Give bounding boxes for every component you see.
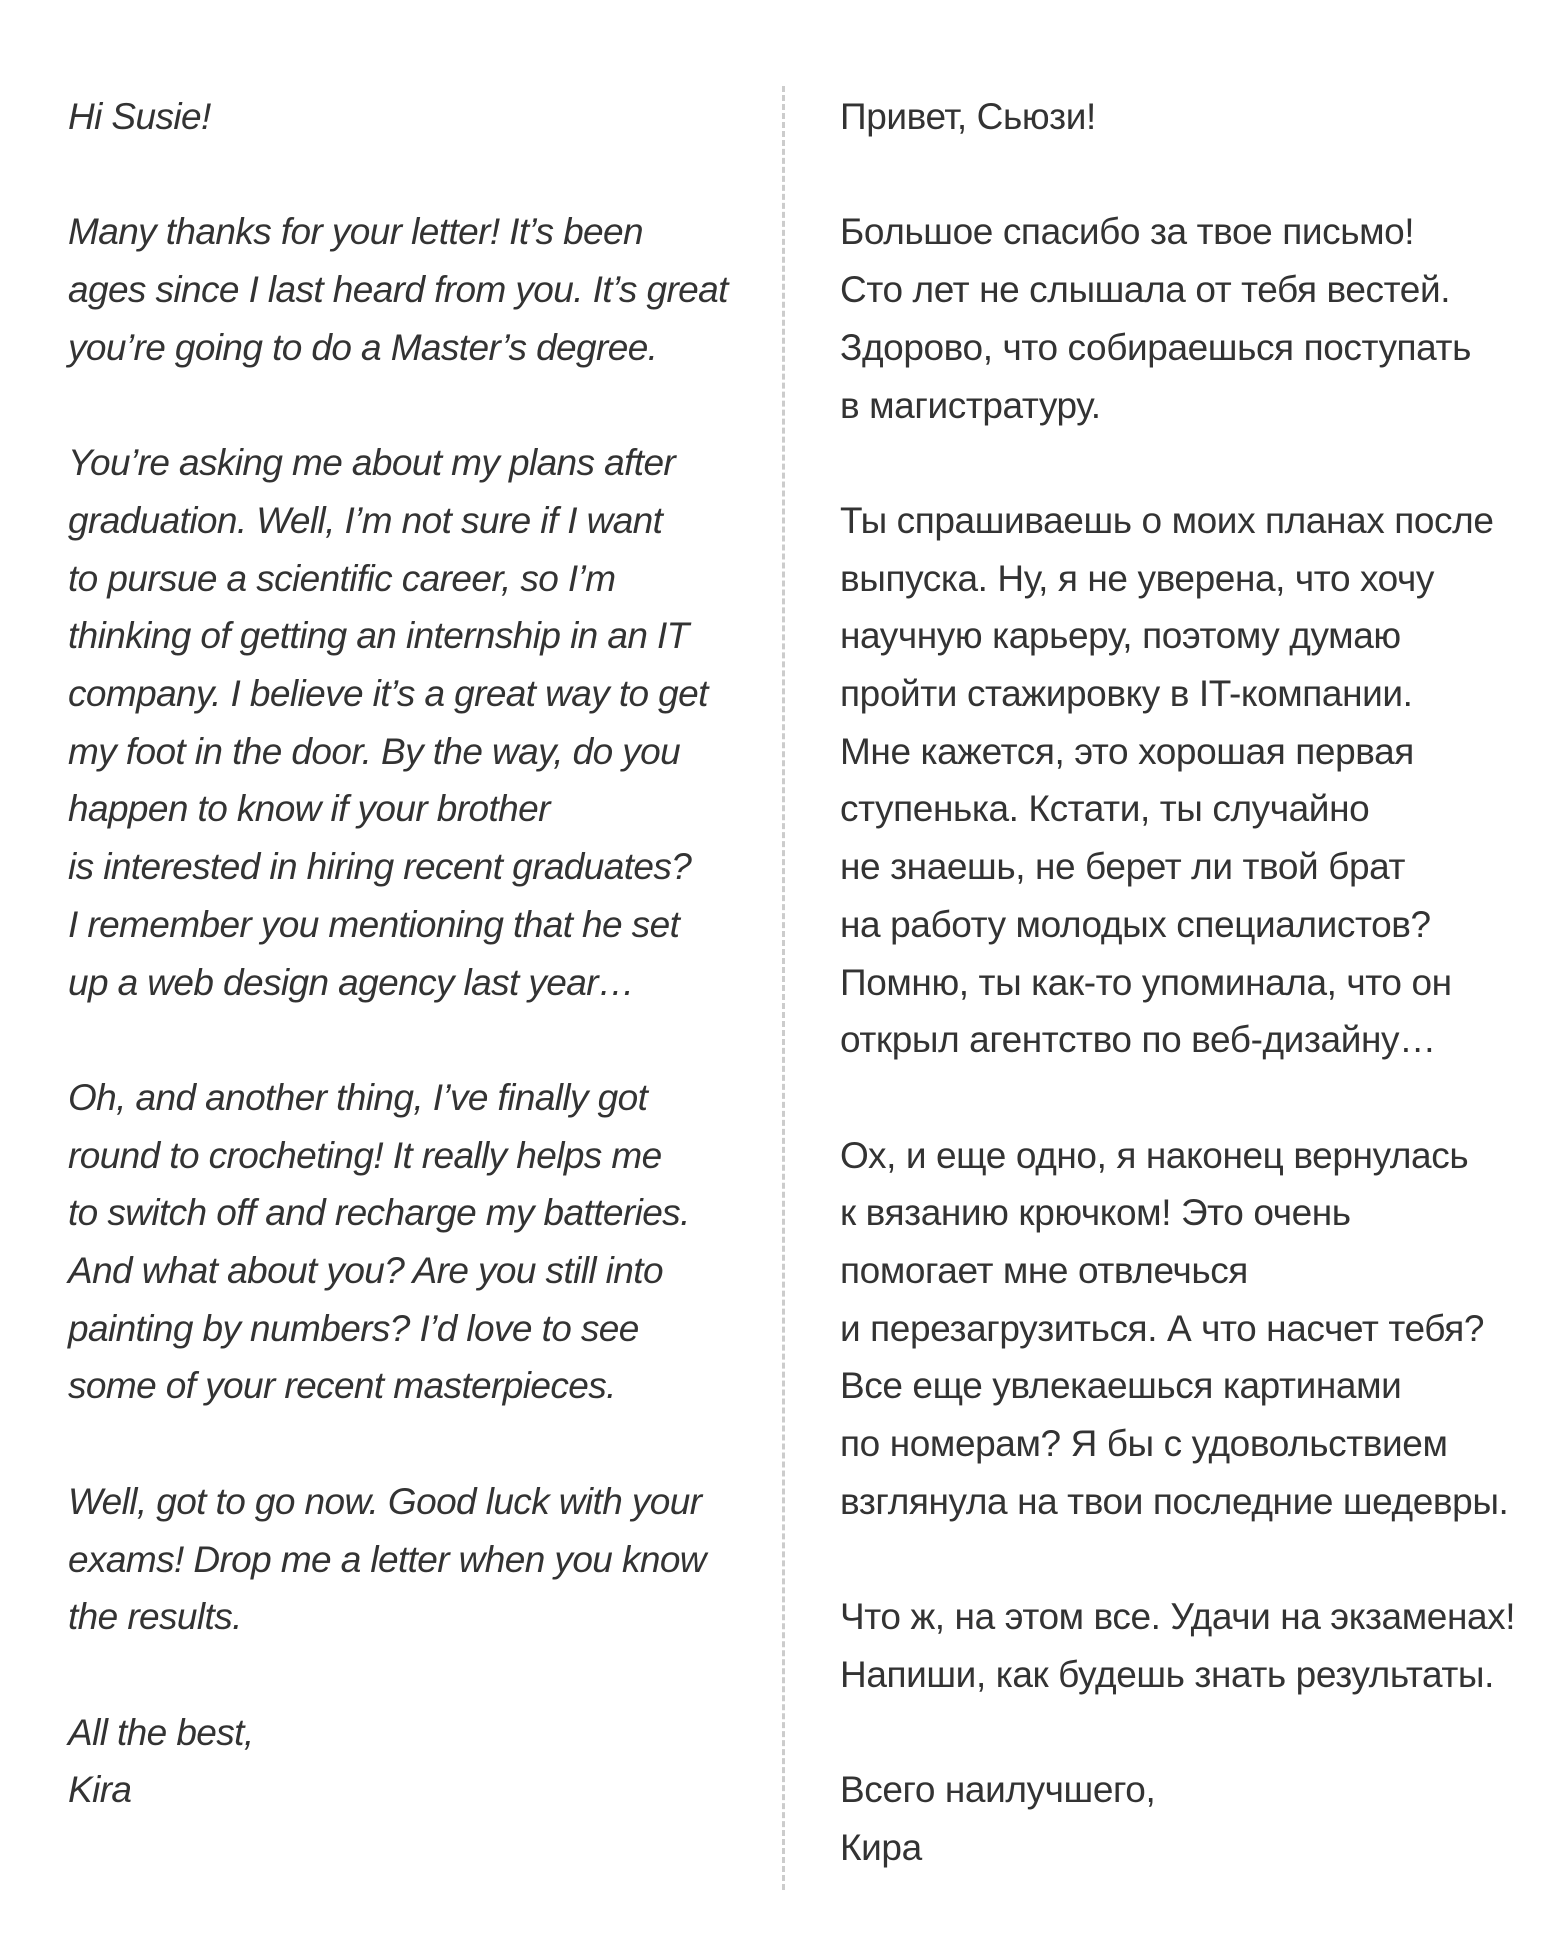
text-line: Помню, ты как-то упоминала, что он (840, 961, 1452, 1003)
greeting-line: Привет, Сьюзи! (840, 96, 1096, 137)
signature: Kira (68, 1769, 132, 1811)
text-line: Все еще увлекаешься картинами (840, 1365, 1402, 1407)
greeting-line: Hi Susie! (68, 96, 211, 137)
text-line: painting by numbers? I’d love to see (68, 1307, 639, 1349)
text-line: you’re going to do a Master’s degree. (68, 326, 658, 368)
paragraph-3 (68, 1069, 728, 1415)
greeting (68, 88, 728, 146)
text-line: Мне кажется, это хорошая первая (840, 730, 1414, 772)
paragraph-1 (68, 203, 728, 376)
sign-off (68, 1704, 728, 1819)
paragraph-2 (840, 492, 1515, 1069)
text-line: по номерам? Я бы с удовольствием (840, 1423, 1448, 1465)
paragraph-3 (840, 1127, 1515, 1531)
text-line: ступенька. Кстати, ты случайно (840, 788, 1370, 830)
text-line: to switch off and recharge my batteries. (68, 1192, 690, 1234)
text-line: Well, got to go now. Good luck with your (68, 1480, 702, 1522)
paragraph-4 (68, 1473, 728, 1646)
text-line: помогает мне отвлечься (840, 1250, 1248, 1292)
text-line: And what about you? Are you still into (68, 1250, 663, 1292)
text-line: не знаешь, не берет ли твой брат (840, 846, 1406, 888)
text-line: Many thanks for your letter! It’s been (68, 211, 643, 253)
closing: All the best, (68, 1711, 254, 1753)
text-line: Большое спасибо за твое письмо! (840, 211, 1415, 253)
text-line: You’re asking me about my plans after (68, 442, 676, 484)
closing: Всего наилучшего, (840, 1769, 1156, 1811)
text-line: happen to know if your brother (68, 788, 550, 830)
text-line: some of your recent masterpieces. (68, 1365, 616, 1407)
text-line: company. I believe it’s a great way to get (68, 673, 708, 714)
text-line: is interested in hiring recent graduates? (68, 846, 692, 888)
signature: Кира (840, 1827, 922, 1869)
text-line: to pursue a scientific career, so I’m (68, 557, 616, 599)
text-line: Сто лет не слышала от тебя вестей. (840, 269, 1451, 311)
text-line: к вязанию крючком! Это очень (840, 1192, 1351, 1234)
text-line: и перезагрузиться. А что насчет тебя? (840, 1307, 1485, 1349)
paragraph-4 (840, 1588, 1515, 1703)
text-line: Ох, и еще одно, я наконец вернулась (840, 1134, 1469, 1176)
greeting (840, 88, 1515, 146)
letter-russian (840, 88, 1515, 1877)
text-line: Что ж, на этом все. Удачи на экзаменах! (840, 1596, 1516, 1638)
text-line: ages since I last heard from you. It’s great (68, 269, 728, 311)
text-line: Напиши, как будешь знать результаты. (840, 1653, 1494, 1695)
text-line: выпуска. Ну, я не уверена, что хочу (840, 557, 1435, 599)
column-divider (782, 86, 785, 1890)
text-line: my foot in the door. By the way, do you (68, 730, 681, 772)
text-line: exams! Drop me a letter when you know (68, 1538, 706, 1580)
text-line: Ты спрашиваешь о моих планах после (840, 499, 1494, 541)
paragraph-2 (68, 434, 728, 1011)
sign-off (840, 1761, 1515, 1876)
text-line: thinking of getting an internship in an IT (68, 615, 689, 657)
text-line: на работу молодых специалистов? (840, 903, 1431, 945)
text-line: пройти стажировку в IT-компании. (840, 673, 1413, 714)
text-line: round to crocheting! It really helps me (68, 1134, 662, 1176)
text-line: I remember you mentioning that he set (68, 903, 680, 945)
text-line: взглянула на твои последние шедевры. (840, 1480, 1509, 1522)
letter-english (68, 88, 728, 1819)
text-line: up a web design agency last year… (68, 961, 635, 1003)
text-line: в магистратуру. (840, 384, 1101, 426)
text-line: graduation. Well, I’m not sure if I want (68, 499, 663, 541)
text-line: научную карьеру, поэтому думаю (840, 615, 1401, 657)
paragraph-1 (840, 203, 1515, 434)
text-line: открыл агентство по веб-дизайну… (840, 1019, 1436, 1061)
text-line: the results. (68, 1596, 242, 1638)
text-line: Здорово, что собираешься поступать (840, 326, 1471, 368)
text-line: Oh, and another thing, I’ve finally got (68, 1076, 648, 1118)
